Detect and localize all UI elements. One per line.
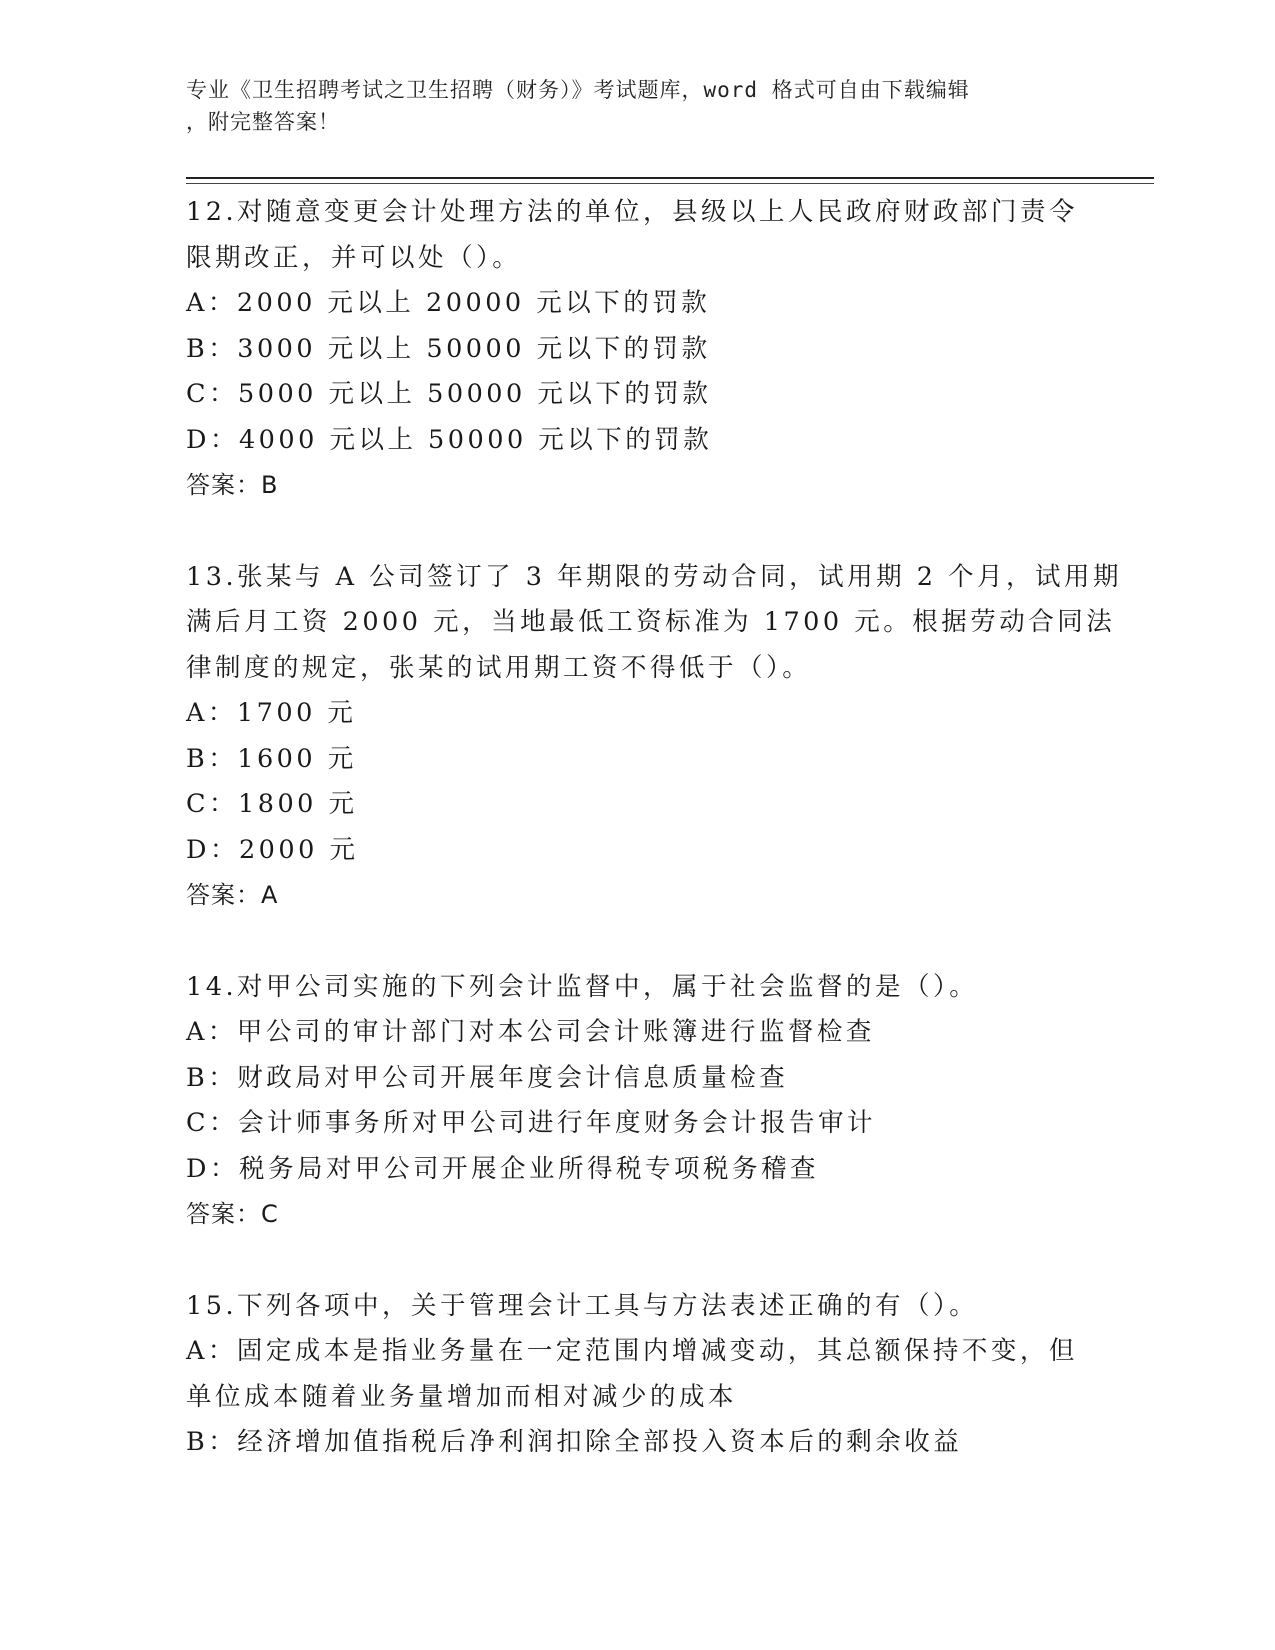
- question-list: [186, 190, 1123, 1466]
- question-stem: 14.对甲公司实施的下列会计监督中，属于社会监督的是（）。: [186, 971, 979, 1002]
- option-a: A：2000 元以上 20000 元以下的罚款: [186, 288, 711, 318]
- option-b: B：财政局对甲公司开展年度会计信息质量检查: [186, 1062, 789, 1093]
- header-divider-thick: [186, 177, 1154, 179]
- header-line-2: ，附完整答案！: [186, 110, 340, 134]
- question-stem: 限期改正，并可以处（）。: [186, 242, 522, 273]
- option-a: A：1700 元: [186, 698, 357, 728]
- question-stem: 13.张某与 A 公司签订了 3 年期限的劳动合同，试用期 2 个月，试用期: [186, 561, 1123, 592]
- header-line-1: 专业《卫生招聘考试之卫生招聘（财务）》考试题库，word 格式可自由下载编辑: [186, 78, 970, 102]
- question-stem: 15.下列各项中，关于管理会计工具与方法表述正确的有（）。: [186, 1290, 979, 1321]
- option-a: A：甲公司的审计部门对本公司会计账簿进行监督检查: [186, 1017, 875, 1047]
- option-c: C：会计师事务所对甲公司进行年度财务会计报告审计: [186, 1108, 877, 1138]
- question-stem: 12.对随意变更会计处理方法的单位，县级以上人民政府财政部门责令: [186, 197, 1079, 227]
- option-a: A：固定成本是指业务量在一定范围内增减变动，其总额保持不变，但: [186, 1336, 1078, 1366]
- option-b: B：3000 元以上 50000 元以下的罚款: [186, 333, 711, 364]
- question-14: [186, 965, 1086, 1238]
- option-b: B：1600 元: [186, 743, 357, 774]
- answer: 答案：A: [186, 881, 279, 909]
- header-divider-thin: [186, 183, 1154, 184]
- question-13: [186, 555, 1123, 919]
- option-c: C：5000 元以上 50000 元以下的罚款: [186, 379, 712, 409]
- question-stem: 律制度的规定，张某的试用期工资不得低于（）。: [186, 652, 812, 683]
- option-d: D：2000 元: [186, 834, 359, 865]
- question-15: [186, 1284, 1086, 1466]
- option-c: C：1800 元: [186, 789, 358, 819]
- option-a-continued: 单位成本随着业务量增加而相对减少的成本: [186, 1381, 738, 1412]
- document-header: [186, 74, 1066, 138]
- option-d: D：税务局对甲公司开展企业所得税专项税务稽查: [186, 1153, 819, 1184]
- question-12: [186, 190, 1086, 509]
- question-stem: 满后月工资 2000 元，当地最低工资标准为 1700 元。根据劳动合同法: [186, 607, 1116, 637]
- answer: 答案：B: [186, 471, 279, 499]
- answer: 答案：C: [186, 1200, 279, 1228]
- option-d: D：4000 元以上 50000 元以下的罚款: [186, 424, 713, 455]
- option-b: B：经济增加值指税后净利润扣除全部投入资本后的剩余收益: [186, 1427, 963, 1457]
